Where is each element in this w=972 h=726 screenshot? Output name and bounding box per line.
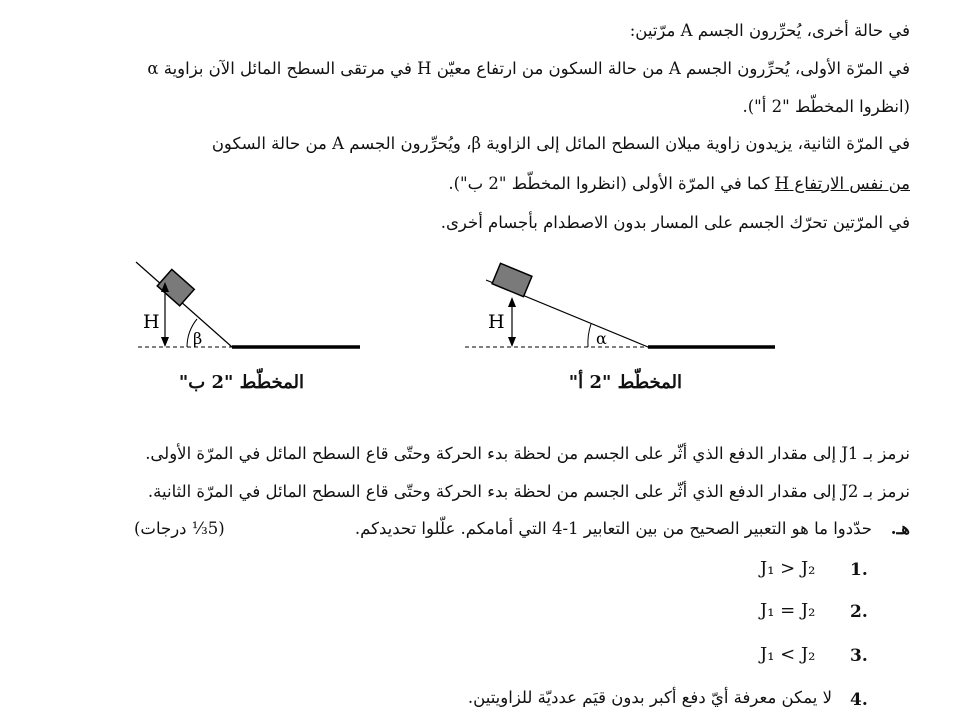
definition-j2: نرمز بـ J2 إلى مقدار الدفع الذي أثّر على الجسم من لحظة بدء الحركة وحتّى قاع السطح المائل في المرّة الثانية. bbox=[147, 482, 910, 501]
question-text: حدّدوا ما هو التعبير الصحيح من بين التعابير 1-4 التي أمامكم. علّلوا تحديدكم. bbox=[354, 519, 872, 538]
paragraph-line-6: في المرّتين تحرّك الجسم على المسار بدون الاصطدام بأجسام أخرى. bbox=[440, 213, 910, 232]
question-letter: هـ. bbox=[890, 519, 910, 538]
arrow-head-bottom-right bbox=[508, 337, 516, 347]
paragraph-line-5-rest: كما في المرّة الأولى (انظروا المخطّط "2 ب"). bbox=[448, 174, 775, 193]
option-1-number: 1. bbox=[850, 560, 868, 580]
paragraph-line-2: في المرّة الأولى، يُحرِّرون الجسم A من حالة السكون من ارتفاع معيّن H في مرتقى السطح المائل الآن بزاوية α bbox=[147, 59, 910, 78]
angle-label-right: α bbox=[596, 329, 607, 348]
block-right bbox=[492, 263, 532, 296]
definition-j1: نرمز بـ J1 إلى مقدار الدفع الذي أثّر على الجسم من لحظة بدء الحركة وحتّى قاع السطح المائل في المرّة الأولى. bbox=[145, 444, 910, 463]
option-4-number: 4. bbox=[850, 690, 868, 710]
paragraph-line-3: (انظروا المخطّط "2 أ"). bbox=[742, 97, 910, 116]
paragraph-line-1: في حالة أخرى، يُحرِّرون الجسم A مرّتين: bbox=[629, 21, 910, 40]
option-1-expression: J₁ > J₂ bbox=[760, 558, 816, 579]
same-height-underlined: من نفس الارتفاع H bbox=[774, 174, 910, 193]
paragraph-line-4: في المرّة الثانية، يزيدون زاوية ميلان السطح المائل إلى الزاوية β، ويُحرِّرون الجسم A من حالة السكون bbox=[211, 134, 910, 153]
diagram-2a bbox=[465, 263, 775, 347]
caption-2b: المخطّط "2 ب" bbox=[178, 372, 304, 393]
option-2-number: 2. bbox=[850, 602, 868, 622]
caption-2a: المخطّط "2 أ" bbox=[568, 372, 682, 393]
angle-arc-right bbox=[588, 324, 591, 347]
option-4-text: لا يمكن معرفة أيّ دفع أكبر بدون قيَم عدديّة للزاويتين. bbox=[467, 688, 832, 707]
height-label-right: H bbox=[488, 311, 505, 333]
arrow-head-bottom-left bbox=[161, 337, 169, 347]
angle-label-left: β bbox=[193, 329, 203, 348]
incline-left bbox=[136, 262, 232, 347]
option-2-expression: J₁ = J₂ bbox=[760, 600, 816, 621]
diagram-2b bbox=[136, 262, 360, 347]
option-3-expression: J₁ < J₂ bbox=[760, 644, 816, 665]
option-3-number: 3. bbox=[850, 646, 868, 666]
question-points: (5⅓ درجات) bbox=[134, 519, 225, 538]
height-label-left: H bbox=[143, 311, 160, 333]
arrow-head-top-right bbox=[508, 297, 516, 307]
